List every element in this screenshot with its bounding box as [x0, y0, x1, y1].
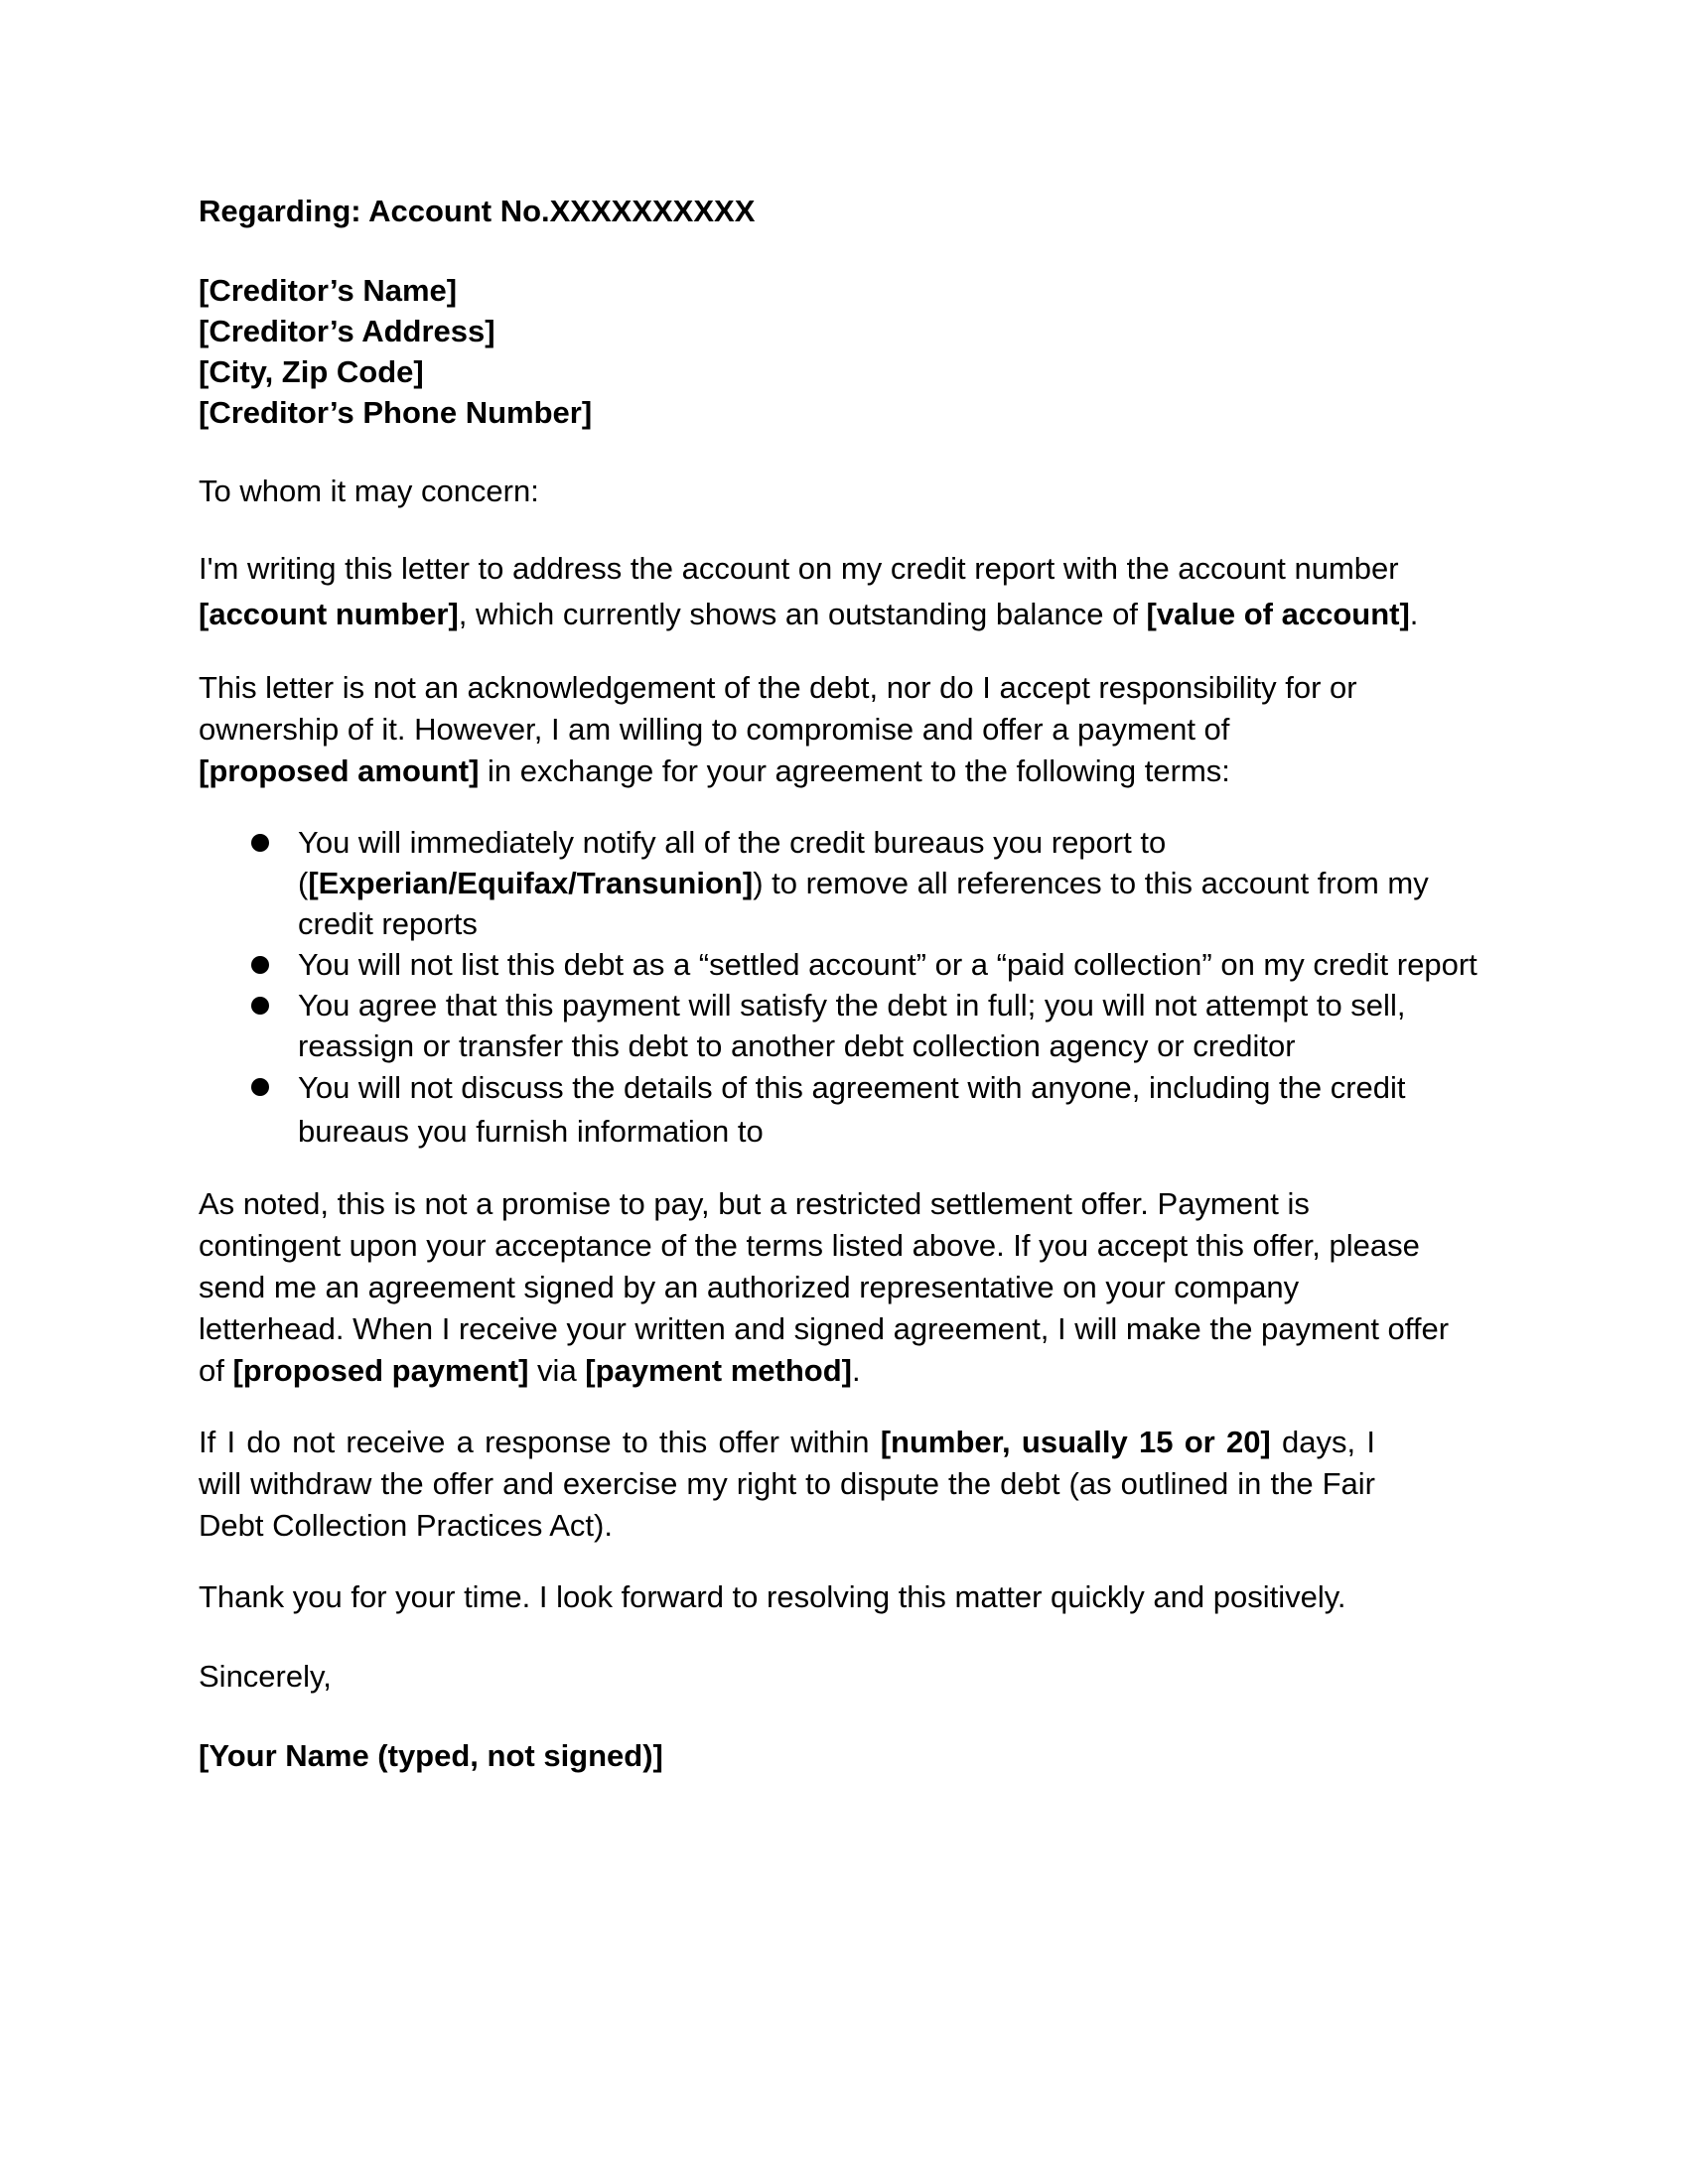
closing-line: Sincerely, [199, 1659, 332, 1694]
payment-method-placeholder: [payment method] [585, 1353, 852, 1388]
deadline-text-2: days, I will withdraw the offer and exercise my right to dispute the debt (as outlined in the Fair Debt Collection Practices Act). [199, 1425, 1375, 1543]
offer-paragraph [199, 667, 1380, 792]
bureaus-placeholder: [Experian/Equifax/Transunion] [308, 866, 754, 900]
offer-text-1: This letter is not an acknowledgement of the debt, nor do I accept responsibility for or ownership of it. However, I am willing to compromise and offer a payment of [199, 670, 1357, 747]
list-item [199, 822, 1440, 944]
thanks-paragraph: Thank you for your time. I look forward to resolving this matter quickly and positively. [199, 1579, 1346, 1614]
list-item: You agree that this payment will satisfy the debt in full; you will not attempt to sell, reassign or transfer this debt to another debt collection agency or creditor [199, 985, 1420, 1066]
account-value-placeholder: [value of account] [1146, 597, 1410, 631]
creditor-address-block [199, 270, 1489, 433]
terms-list [199, 822, 1489, 1154]
creditor-address: [Creditor’s Address] [199, 314, 495, 348]
intro-paragraph [199, 546, 1489, 637]
intro-text-3: . [1409, 597, 1419, 631]
noted-paragraph [199, 1183, 1450, 1392]
proposed-amount-placeholder: [proposed amount] [199, 753, 480, 788]
account-number-placeholder: [account number] [199, 597, 459, 631]
regarding-line: Regarding: Account No.XXXXXXXXXX [199, 194, 756, 228]
creditor-phone: [Creditor’s Phone Number] [199, 395, 593, 430]
noted-text-1: As noted, this is not a promise to pay, but a restricted settlement offer. Payment is contingent upon your acceptance of the terms listed above. If you accept this offer, please send me an agreement signed by an authorized representative on your company letterhead. When I receive your written and signed agreement, I will make the payment offer of [199, 1186, 1450, 1388]
intro-text-2: , which currently shows an outstanding balance of [458, 597, 1147, 631]
deadline-paragraph [199, 1422, 1375, 1547]
creditor-name: [Creditor’s Name] [199, 273, 458, 308]
deadline-text-1: If I do not receive a response to this offer within [199, 1425, 881, 1459]
signature-line: [Your Name (typed, not signed)] [199, 1738, 663, 1773]
list-item: You will not discuss the details of this agreement with anyone, including the credit bureaus you furnish information to [199, 1066, 1420, 1154]
term-1-text-b: ) to remove all references to this account from my credit reports [298, 866, 1429, 941]
term-1-text-a: You will immediately notify all of the credit bureaus you report to ( [298, 825, 1167, 900]
city-zip: [City, Zip Code] [199, 354, 424, 389]
noted-text-2: via [528, 1353, 586, 1388]
noted-text-3: . [851, 1353, 861, 1388]
letter-page [199, 191, 1489, 1777]
proposed-payment-placeholder: [proposed payment] [232, 1353, 529, 1388]
days-placeholder: [number, usually 15 or 20] [880, 1425, 1271, 1459]
salutation: To whom it may concern: [199, 474, 539, 508]
intro-text-1: I'm writing this letter to address the account on my credit report with the account number [199, 551, 1399, 586]
list-item: You will not list this debt as a “settled account” or a “paid collection” on my credit report [199, 944, 1489, 985]
offer-text-2: in exchange for your agreement to the following terms: [479, 753, 1230, 788]
